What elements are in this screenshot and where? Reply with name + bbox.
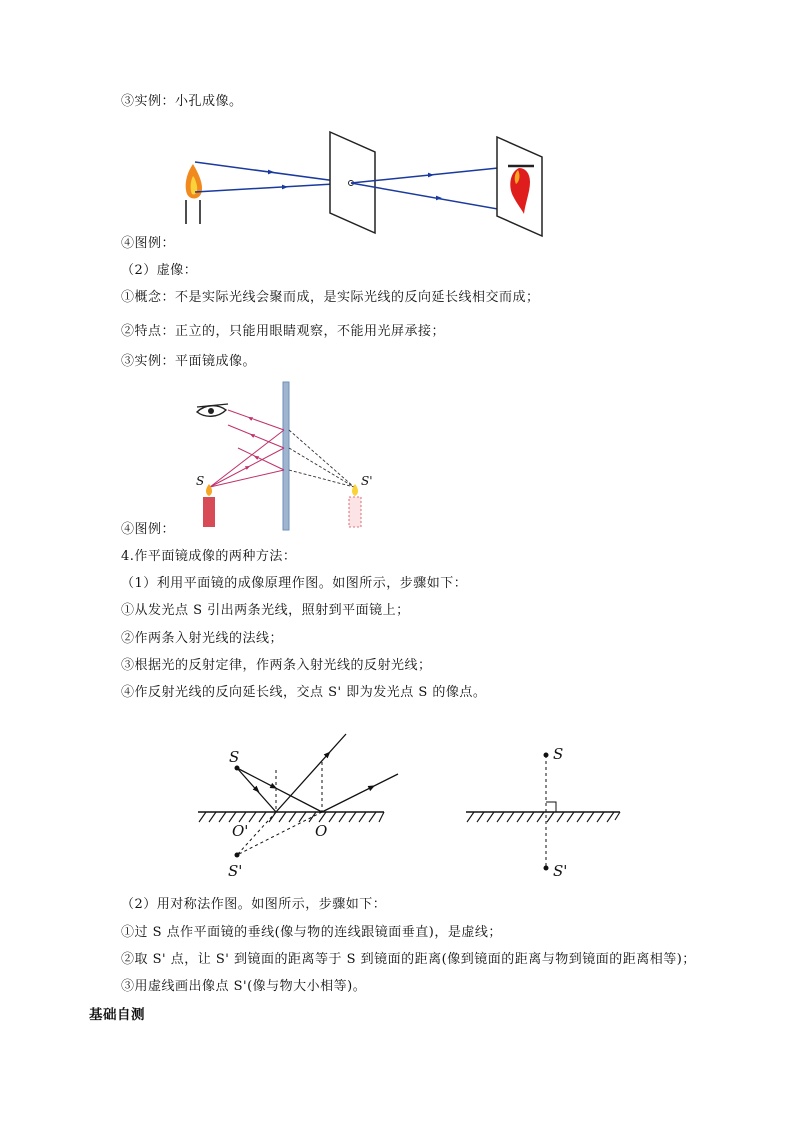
label-o-prime: O'	[232, 822, 249, 840]
label-s-prime: S'	[553, 862, 568, 880]
label-o: O	[315, 822, 328, 840]
text-line-6: ③实例：平面镜成像。	[121, 354, 257, 369]
text-line-13: ④作反射光线的反向延长线，交点 S' 即为发光点 S 的像点。	[121, 685, 487, 700]
text-line-15: ①过 S 点作平面镜的垂线(像与物的连线跟镜面垂直)，是虚线；	[121, 925, 502, 940]
text-line-7: ④图例：	[121, 522, 176, 537]
text-line-8: 4.作平面镜成像的两种方法：	[121, 549, 297, 564]
label-s: S	[553, 745, 564, 763]
label-s-prime: S'	[361, 474, 373, 488]
text-line-17: ③用虚线画出像点 S'(像与物大小相等)。	[121, 979, 367, 994]
text-line-10: ①从发光点 S 引出两条光线，照射到平面镜上；	[121, 603, 410, 618]
text-line-5: ②特点：正立的，只能用眼睛观察，不能用光屏承接；	[121, 324, 446, 339]
text-line-16: ②取 S' 点，让 S' 到镜面的距离等于 S 到镜面的距离(像到镜面的距离与物到镜面的距离相等)；	[121, 952, 696, 967]
section-heading: 基础自测	[89, 1007, 145, 1023]
label-s-prime: S'	[228, 862, 243, 880]
text-line-1: ③实例：小孔成像。	[121, 94, 243, 109]
text-line-2: ④图例：	[121, 236, 176, 251]
text-line-11: ②作两条入射光线的法线；	[121, 631, 284, 646]
text-line-12: ③根据光的反射定律，作两条入射光线的反射光线；	[121, 658, 432, 673]
text-line-14: （2）用对称法作图。如图所示，步骤如下：	[121, 897, 387, 912]
text-line-3: （2）虚像：	[121, 263, 198, 278]
label-s: S	[229, 748, 240, 766]
label-s: S	[196, 474, 205, 488]
text-line-9: （1）利用平面镜的成像原理作图。如图所示，步骤如下：	[121, 576, 468, 591]
text-line-4: ①概念：不是实际光线会聚而成，是实际光线的反向延长线相交而成；	[121, 290, 540, 305]
